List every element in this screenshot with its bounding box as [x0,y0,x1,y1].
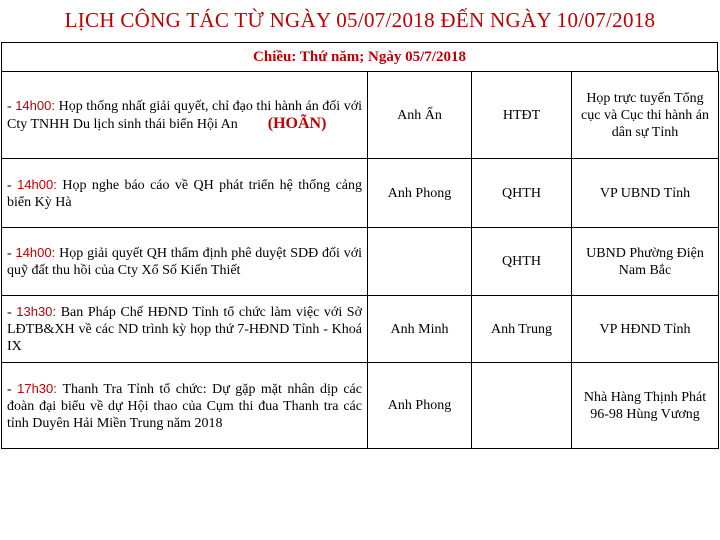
schedule-row [2,159,719,228]
event-place: Họp trực tuyến Tổng cục và Cục thi hành án dân sự Tỉnh [572,72,719,159]
event-place: VP HĐND Tỉnh [572,296,719,363]
event-leader [368,228,472,296]
schedule-table [1,71,719,449]
event-time: 14h00: [15,245,60,260]
postponed-note: (HOÃN) [267,115,327,132]
event-time: 17h30: [17,380,63,396]
schedule-row [2,228,719,296]
event-unit: QHTH [472,228,572,296]
event-place: Nhà Hàng Thịnh Phát 96-98 Hùng Vương [572,363,719,449]
event-text: Họp giải quyết QH thẩm định phê duyệt SDĐ đối với quỹ đất thu hồi của Cty Xổ Số Kiến Thiết [7,246,362,278]
event-place: VP UBND Tỉnh [572,159,719,228]
event-leader: Anh Minh [368,296,472,363]
event-content: - 14h00: Họp thống nhất giải quyết, chỉ đạo thi hành án đối với Cty TNHH Du lịch sinh thái biển Hội An (HOÃN) [2,72,368,159]
schedule-row [2,363,719,449]
event-content: - 14h00: Họp giải quyết QH thẩm định phê duyệt SDĐ đối với quỹ đất thu hồi của Cty Xổ Số Kiến Thiết [2,228,368,296]
event-content: - 13h30: Ban Pháp Chế HĐND Tỉnh tổ chức làm việc với Sở LĐTB&XH về các ND trình kỳ họp thứ 7-HĐND Tỉnh - Khoá IX [2,296,368,363]
schedule-row [2,296,719,363]
event-text: Họp thống nhất giải quyết, chỉ đạo thi hành án đối với Cty TNHH Du lịch sinh thái biển Hội An [7,99,362,132]
event-unit: Anh Trung [472,296,572,363]
event-unit [472,363,572,449]
event-content: - 14h00: Họp nghe báo cáo về QH phát triển hệ thống cảng biển Kỳ Hà [2,159,368,228]
session-header: Chiều: Thứ năm; Ngày 05/7/2018 [1,42,718,72]
event-text: Họp nghe báo cáo về QH phát triển hệ thống cảng biển Kỳ Hà [7,177,362,210]
event-text: Thanh Tra Tỉnh tổ chức: Dự gặp mặt nhân dịp các đoàn đại biểu về dự Hội thao của Cụm thi đua Thanh tra các tỉnh Duyên Hải Miền Trung năm 2018 [7,381,362,431]
page-title: LỊCH CÔNG TÁC TỪ NGÀY 05/07/2018 ĐẾN NGÀY 10/07/2018 [64,8,656,32]
event-content: - 17h30: Thanh Tra Tỉnh tổ chức: Dự gặp mặt nhân dịp các đoàn đại biểu về dự Hội thao của Cụm thi đua Thanh tra các tỉnh Duyên Hải Miền Trung năm 2018 [2,363,368,449]
event-leader: Anh Ẩn [368,72,472,159]
event-leader: Anh Phong [368,159,472,228]
event-place: UBND Phường Điện Nam Bắc [572,228,719,296]
event-time: 13h30: [16,304,61,319]
event-unit: HTĐT [472,72,572,159]
event-text: Ban Pháp Chế HĐND Tỉnh tổ chức làm việc với Sở LĐTB&XH về các ND trình kỳ họp thứ 7-HĐND Tỉnh - Khoá IX [7,305,362,354]
event-unit: QHTH [472,159,572,228]
schedule-row [2,72,719,159]
event-time: 14h00: [17,176,63,192]
event-leader: Anh Phong [368,363,472,449]
event-time: 14h00: [15,98,59,113]
